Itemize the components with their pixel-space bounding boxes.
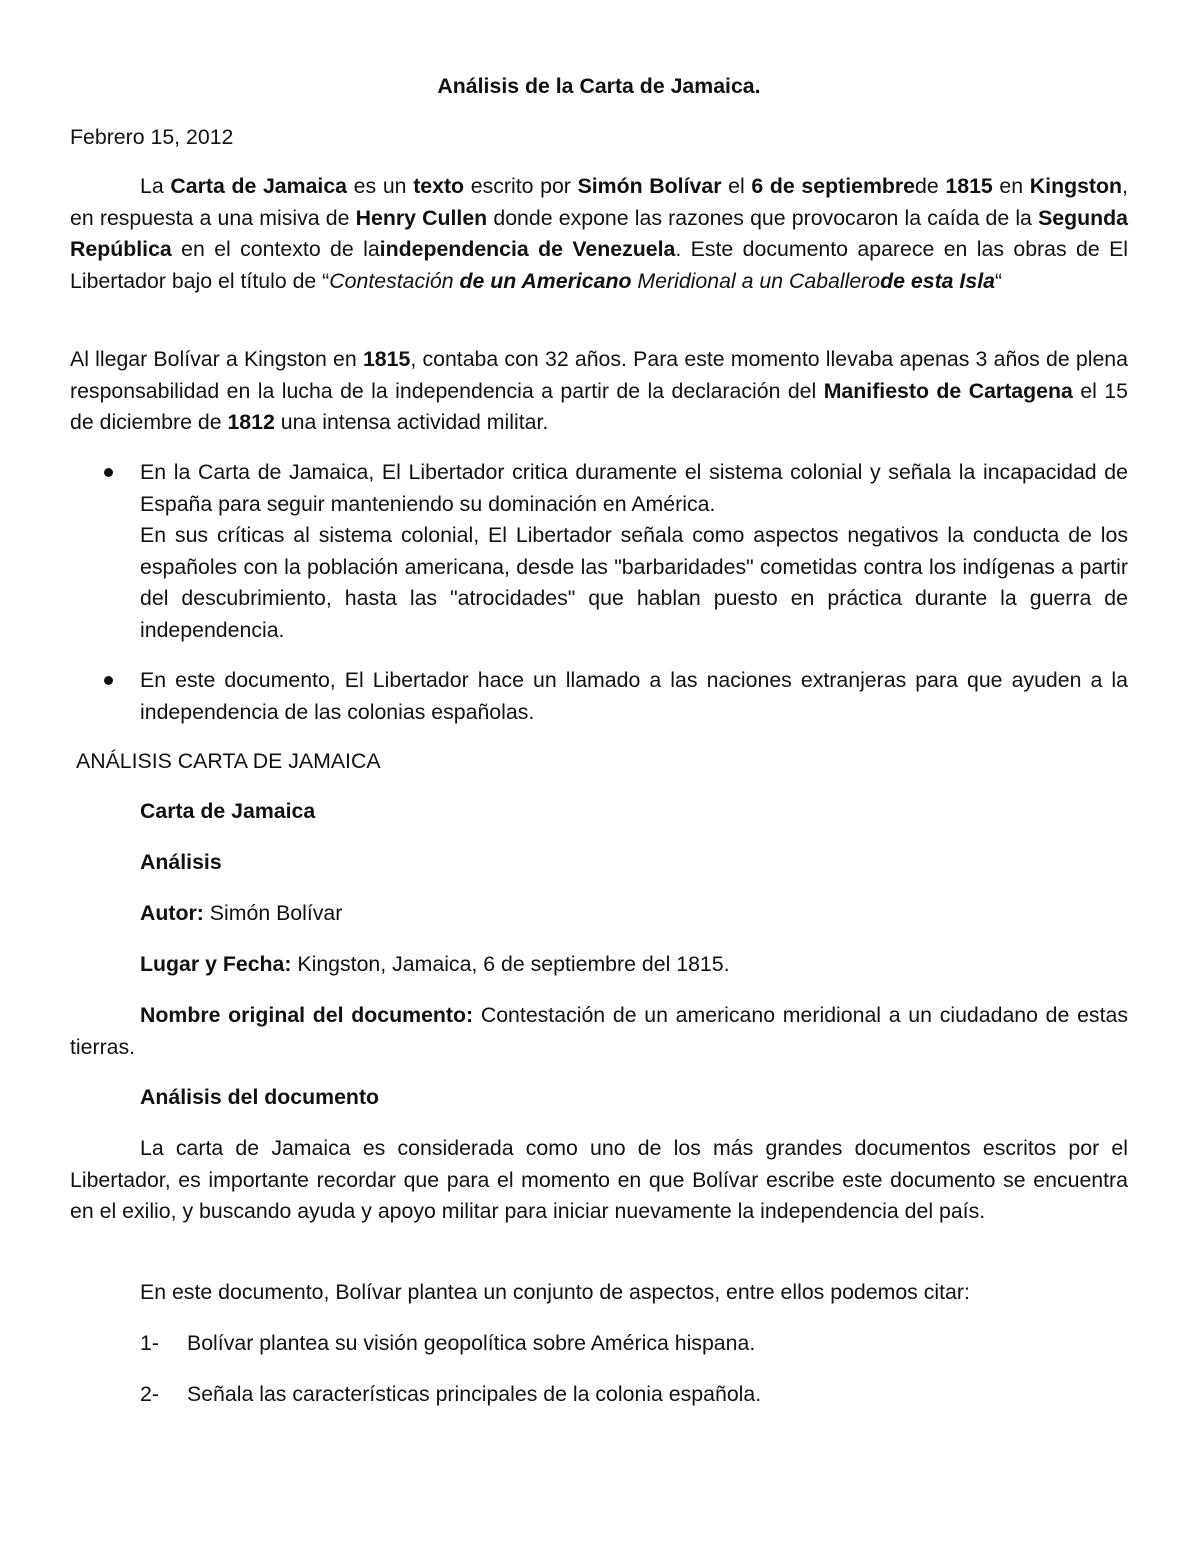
subheading-carta: Carta de Jamaica	[140, 799, 316, 823]
list-item: 1- Bolívar plantea su visión geopolítica sobre América hispana.	[140, 1331, 756, 1355]
bullet-icon	[104, 468, 113, 477]
place-date-line: Lugar y Fecha: Kingston, Jamaica, 6 de septiembre del 1815.	[140, 952, 730, 976]
analysis-paragraph: La carta de Jamaica es considerada como uno de los más grandes documentos escritos por el Libertador, es importante recordar que para el momento en que Bolívar escribe este documento se encuentra en el exilio, y buscando ayuda y apoyo militar para iniciar nuevamente la independencia del país.	[70, 1136, 1128, 1223]
bullet-icon	[104, 676, 113, 685]
subheading-analisis: Análisis	[140, 850, 222, 874]
doc-analysis-heading: Análisis del documento	[140, 1085, 380, 1109]
bullet-list	[70, 457, 1128, 728]
document-date: Febrero 15, 2012	[70, 125, 234, 149]
list-item: En la Carta de Jamaica, El Libertador critica duramente el sistema colonial y señala la incapacidad de España para seguir manteniendo su dominación en América. En sus críticas al sistema colonial, El Libertador señala como aspectos negativos la conducta de los españoles con la población americana, desde las "barbaridades" cometidas contra los indígenas a partir del descubrimiento, hasta las "atrocidades" que hablan puesto en práctica durante la guerra de independencia.	[70, 457, 1128, 646]
arrival-paragraph: Al llegar Bolívar a Kingston en 1815, contaba con 32 años. Para este momento llevaba apenas 3 años de plena responsabilidad en la lucha de la independencia a partir de la declaración del Manifiesto de Cartagena el 15 de diciembre de 1812 una intensa actividad militar.	[70, 347, 1128, 434]
aspects-intro: En este documento, Bolívar plantea un conjunto de aspectos, entre ellos podemos citar:	[140, 1280, 970, 1304]
document-title: Análisis de la Carta de Jamaica.	[437, 74, 761, 98]
list-item: 2- Señala las características principales de la colonia española.	[140, 1381, 762, 1406]
list-item: En este documento, El Libertador hace un llamado a las naciones extranjeras para que ayuden a la independencia de las colonias españolas.	[70, 665, 1128, 728]
numbered-list	[70, 1328, 1128, 1410]
intro-paragraph: La Carta de Jamaica es un texto escrito por Simón Bolívar el 6 de septiembrede 1815 en Kingston, en respuesta a una misiva de Henry Cullen donde expone las razones que provocaron la caída de la Segunda República en el contexto de laindependencia de Venezuela. Este documento aparece en las obras de El Libertador bajo el título de “Contestación de un Americano Meridional a un Caballerode esta Isla“	[70, 174, 1129, 293]
section-heading: ANÁLISIS CARTA DE JAMAICA	[76, 749, 381, 773]
original-name-paragraph: Nombre original del documento: Contestación de un americano meridional a un ciudadano de estas tierras.	[70, 1003, 1128, 1059]
author-line: Autor: Simón Bolívar	[140, 901, 343, 925]
